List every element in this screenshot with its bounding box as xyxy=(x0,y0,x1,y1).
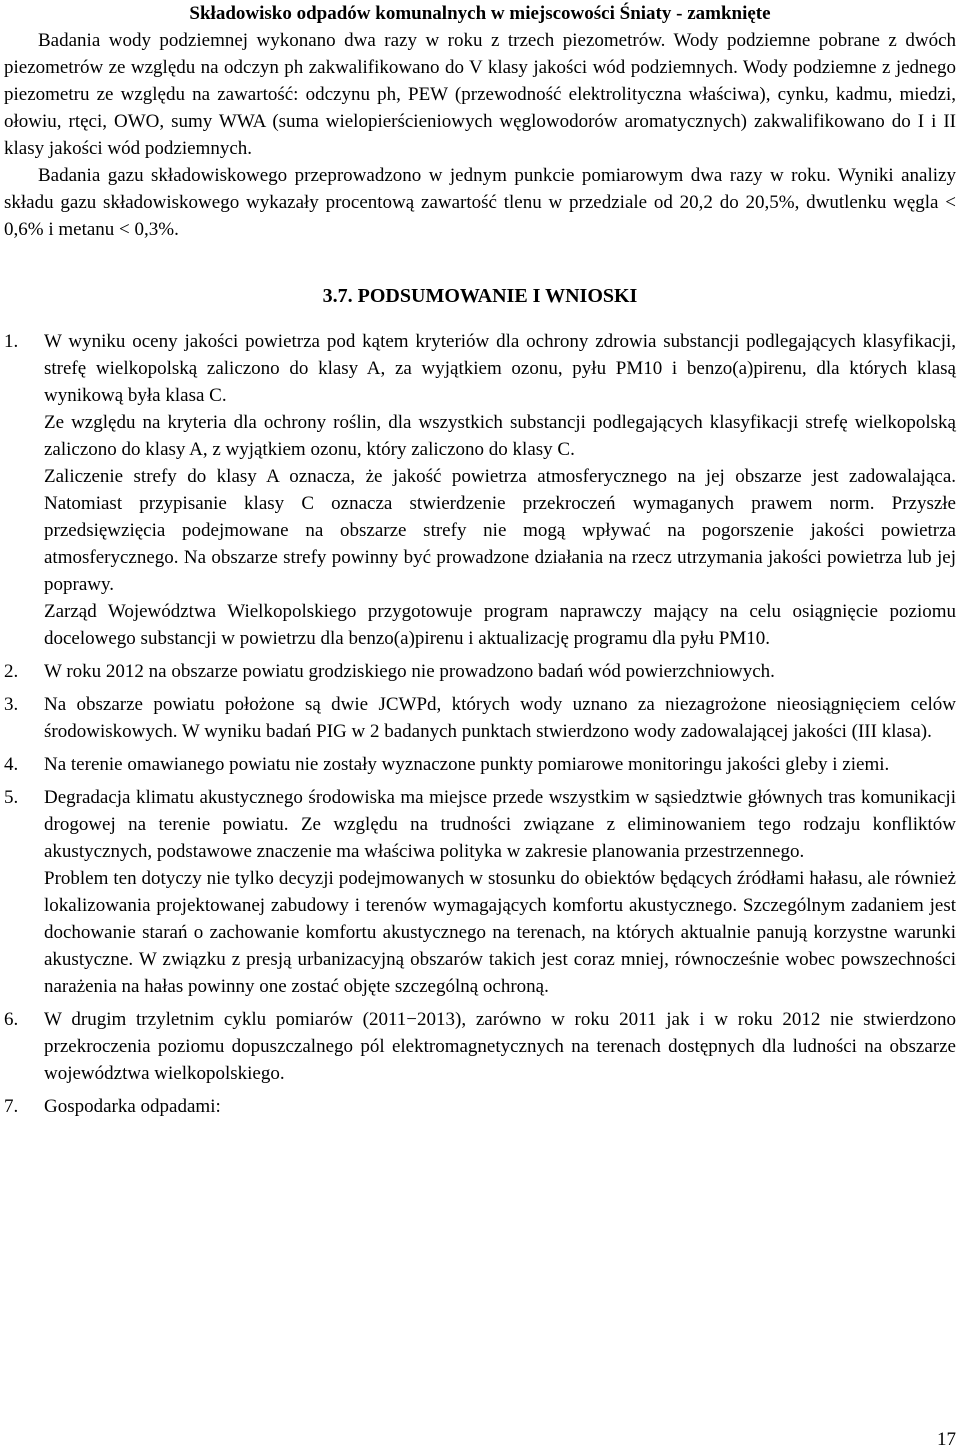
list-item-number: 6. xyxy=(4,1009,19,1030)
section-title: 3.7. PODSUMOWANIE I WNIOSKI xyxy=(322,285,638,307)
list-item-paragraph: Zaliczenie strefy do klasy A oznacza, że jakość powietrza atmosferycznego na jej obszarze jest zadowalająca. Natomiast przypisanie klasy C oznacza stwierdzenie przekroczeń wymaganych prawem norm. Przyszłe przedsięwzięcia podejmowane na obszarze strefy nie mogą wpływać na pogorszenie jakości powietrza atmosferycznego. Na obszarze strefy powinny być prowadzone działania na rzecz utrzymania jakości powietrza lub jej poprawy. xyxy=(44,466,956,595)
list-item xyxy=(4,658,956,685)
list-item-body xyxy=(44,658,956,685)
list-item-number: 3. xyxy=(4,694,19,715)
list-item xyxy=(4,784,956,1000)
list-item-body xyxy=(44,1006,956,1087)
list-item-paragraph: Zarząd Województwa Wielkopolskiego przygotowuje program naprawczy mający na celu osiągnięcie poziomu docelowego substancji w powietrzu dla benzo(a)pirenu i aktualizację programu dla pyłu PM10. xyxy=(44,601,956,649)
landfill-heading: Składowisko odpadów komunalnych w miejscowości Śniaty - zamknięte xyxy=(189,3,771,24)
list-item-body xyxy=(44,691,956,745)
list-item-paragraph: W drugim trzyletnim cyklu pomiarów (2011−2013), zarówno w roku 2011 jak i w roku 2012 nie stwierdzono przekroczenia poziomu dopuszczalnego pól elektromagnetycznych na terenach dostępnych dla ludności na obszarze województwa wielkopolskiego. xyxy=(44,1009,956,1084)
list-item xyxy=(4,1006,956,1087)
list-item-number: 2. xyxy=(4,661,19,682)
conclusions-list xyxy=(4,328,956,1120)
list-item-paragraph: Degradacja klimatu akustycznego środowiska ma miejsce przede wszystkim w sąsiedztwie głównych tras komunikacji drogowej na terenie powiatu. Ze względu na trudności związane z eliminowaniem tego rodzaju konfliktów akustycznych, podstawowe znaczenie ma właściwa polityka w zakresie planowania przestrzennego. xyxy=(44,787,956,862)
list-item xyxy=(4,691,956,745)
list-item-number: 1. xyxy=(4,331,19,352)
intro-paragraph-groundwater: Badania wody podziemnej wykonano dwa razy w roku z trzech piezometrów. Wody podziemne pobrane z dwóch piezometrów ze względu na odczyn ph zakwalifikowano do V klasy jakości wód podziemnych. Wody podziemne z jednego piezometru ze względu na zawartość: odczynu ph, PEW (przewodność elektrolityczna właściwa), cynku, kadmu, miedzi, ołowiu, rtęci, OWO, sumy WWA (suma wielopierścieniowych węglowodorów aromatycznych) zakwalifikowano do I i II klasy jakości wód podziemnych. xyxy=(4,30,956,159)
list-item-number: 4. xyxy=(4,754,19,775)
list-item xyxy=(4,328,956,652)
list-item-body xyxy=(44,784,956,1000)
list-item-paragraph: W wyniku oceny jakości powietrza pod kątem kryteriów dla ochrony zdrowia substancji podlegających klasyfikacji, strefę wielkopolską zaliczono do klasy A, za wyjątkiem ozonu, pyłu PM10 i benzo(a)pirenu, dla których klasą wynikową była klasa C. xyxy=(44,331,956,406)
list-item-paragraph: Gospodarka odpadami: xyxy=(44,1096,221,1117)
page-content xyxy=(4,0,956,1126)
list-item-paragraph: Na terenie omawianego powiatu nie zostały wyznaczone punkty pomiarowe monitoringu jakości gleby i ziemi. xyxy=(44,754,890,775)
list-item xyxy=(4,1093,956,1120)
list-item xyxy=(4,751,956,778)
list-item-body xyxy=(44,328,956,652)
list-item-body xyxy=(44,1093,956,1120)
list-item-paragraph: W roku 2012 na obszarze powiatu grodziskiego nie prowadzono badań wód powierzchniowych. xyxy=(44,661,775,682)
list-item-paragraph: Problem ten dotyczy nie tylko decyzji podejmowanych w stosunku do obiektów będących źródłami hałasu, ale również lokalizowania projektowanej zabudowy i terenów wymagających komfortu akustycznego. Szczególnym zadaniem jest dochowanie starań o zachowanie komfortu akustycznego na terenach, na których aktualnie panują korzystne warunki akustyczne. W związku z presją urbanizacyjną obszarów takich jest coraz mniej, równocześnie wobec powszechności narażenia na hałas powinny one zostać objęte szczególną ochroną. xyxy=(44,868,956,997)
list-item-paragraph: Ze względu na kryteria dla ochrony roślin, dla wszystkich substancji podlegających klasyfikacji strefę wielkopolską zaliczono do klasy A, z wyjątkiem ozonu, który zaliczono do klasy C. xyxy=(44,412,956,460)
list-item-paragraph: Na obszarze powiatu położone są dwie JCWPd, których wody uznano za niezagrożone nieosiągnięciem celów środowiskowych. W wyniku badań PIG w 2 badanych punktach stwierdzono wody zadowalającej jakości (III klasa). xyxy=(44,694,956,742)
list-item-number: 7. xyxy=(4,1096,19,1117)
list-item-body xyxy=(44,751,956,778)
page-number: 17 xyxy=(937,1429,956,1450)
list-item-number: 5. xyxy=(4,787,19,808)
intro-paragraph-landfill-gas: Badania gazu składowiskowego przeprowadzono w jednym punkcie pomiarowym dwa razy w roku. Wyniki analizy składu gazu składowiskowego wykazały procentową zawartość tlenu w przedziale od 20,2 do 20,5%, dwutlenku węgla < 0,6% i metanu < 0,3%. xyxy=(4,165,956,240)
